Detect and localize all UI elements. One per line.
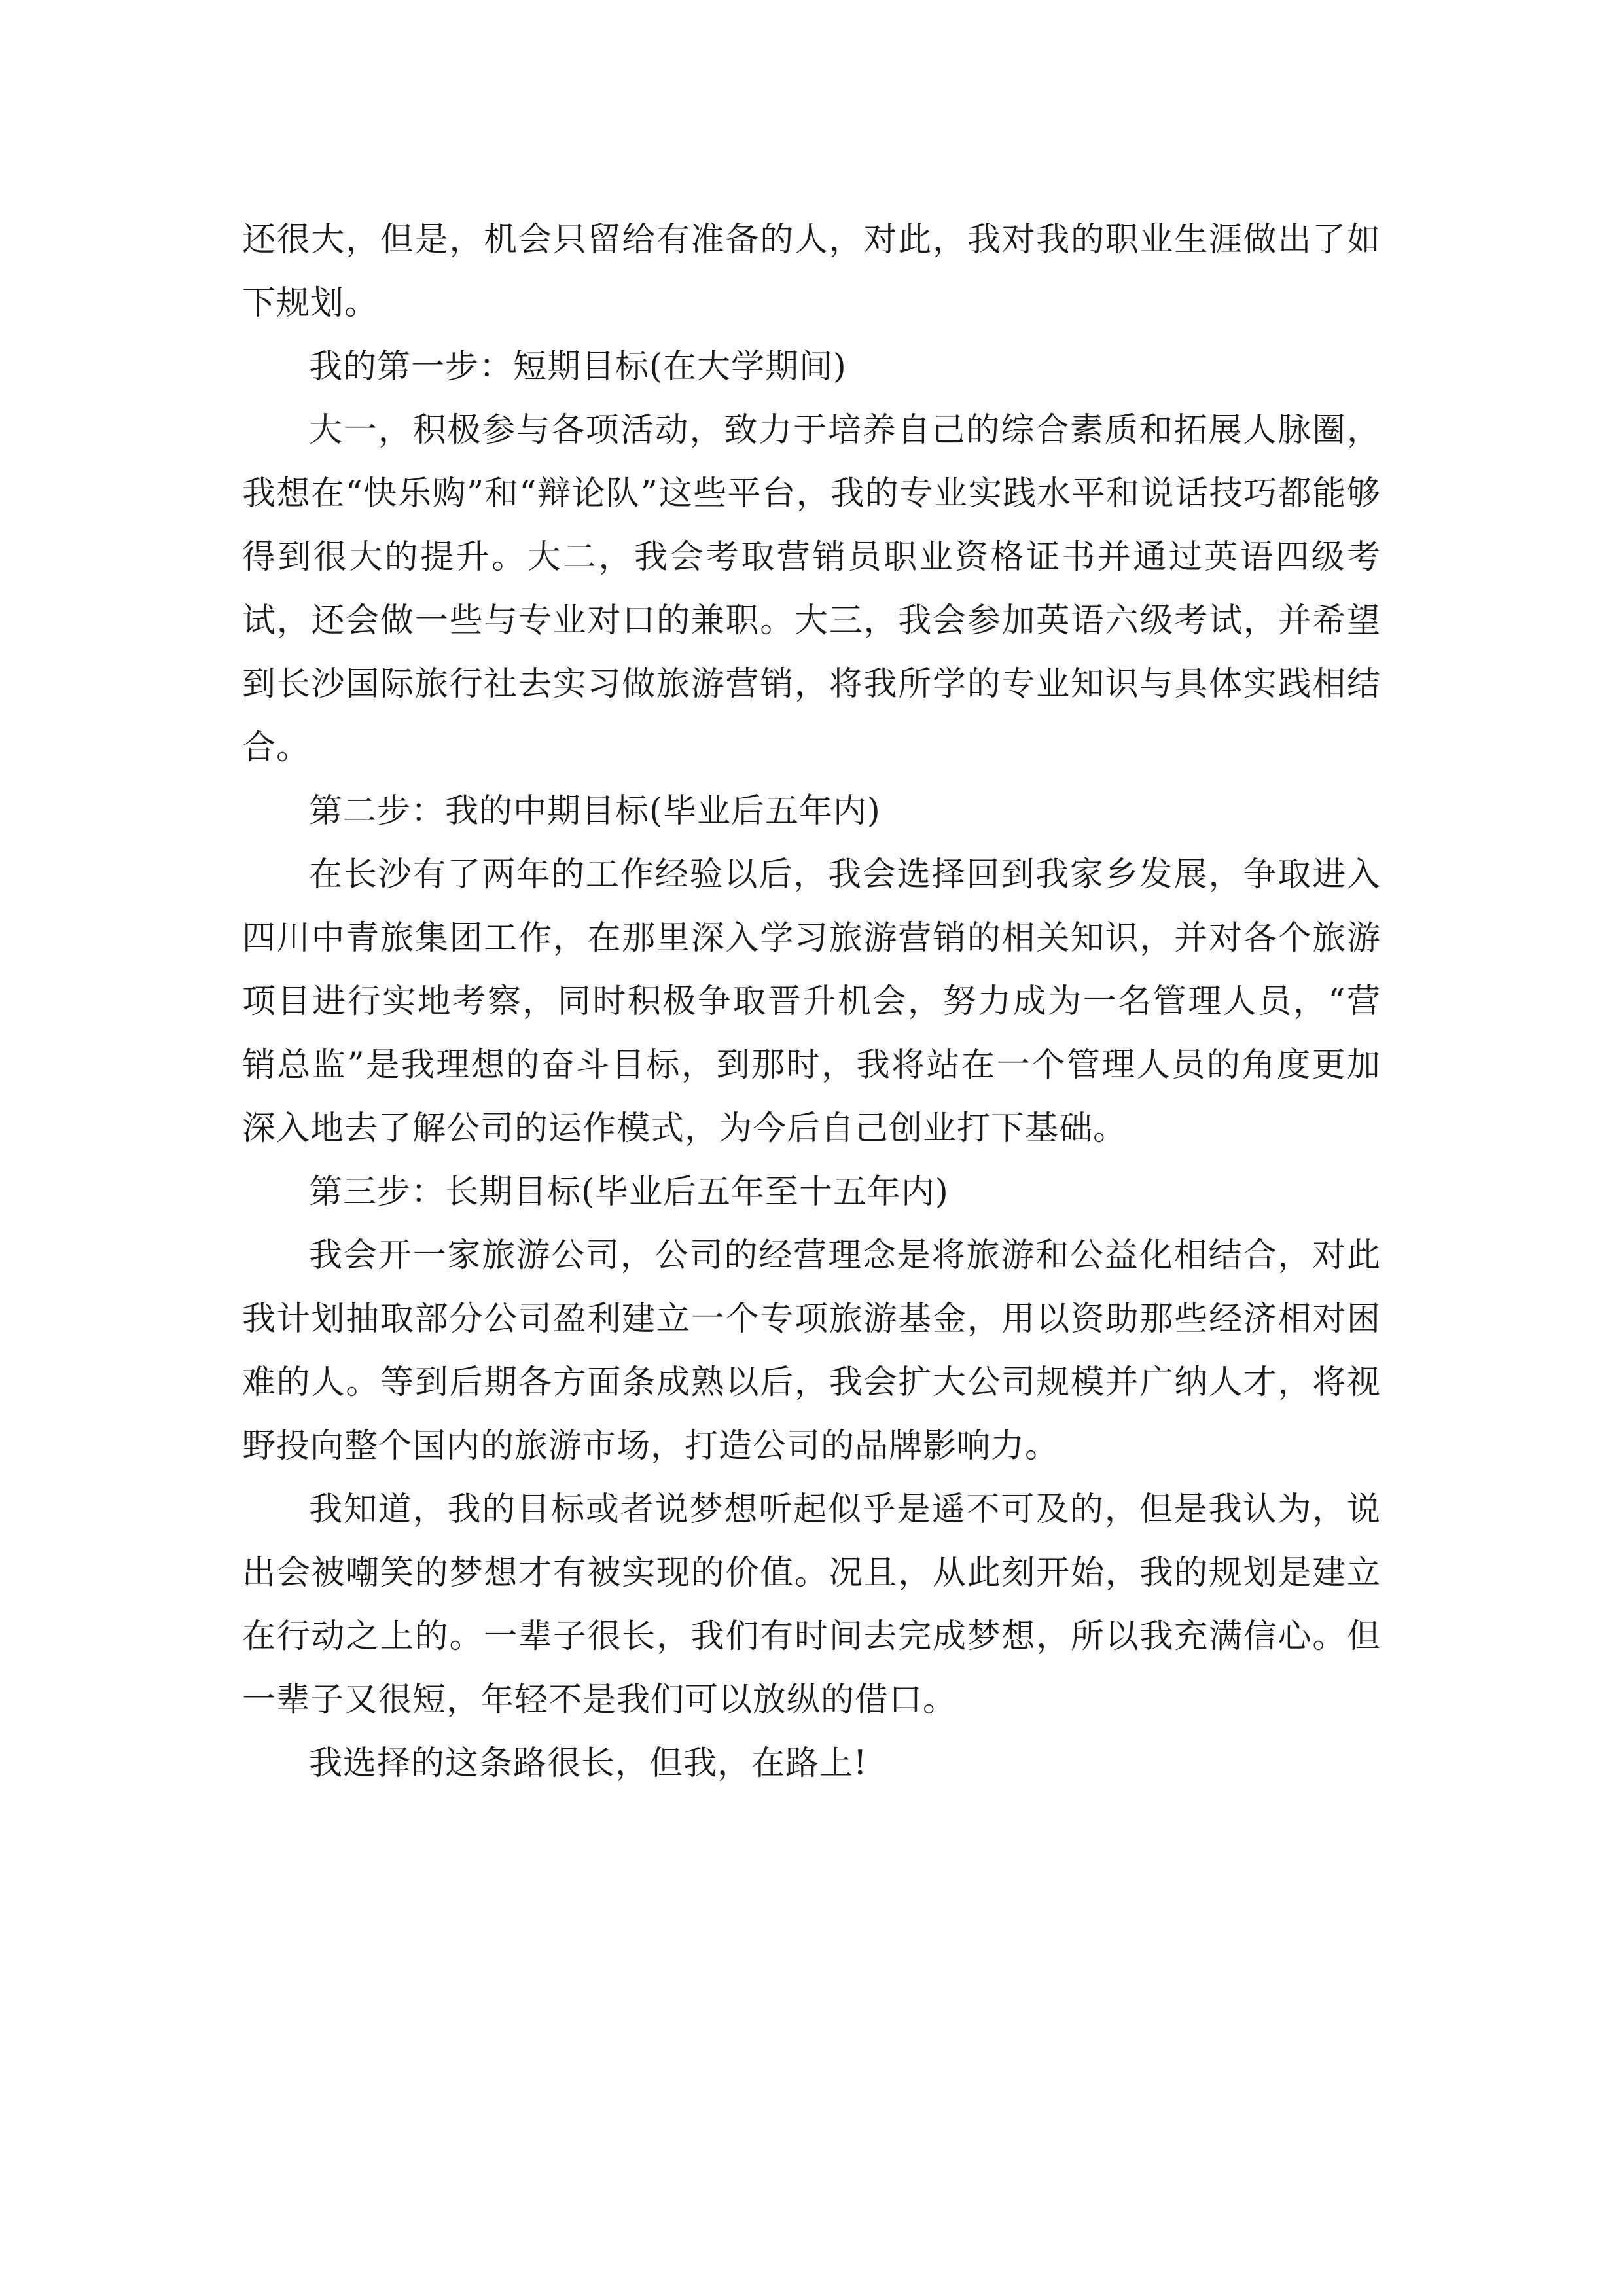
paragraph-6-heading-step-three: 第三步：长期目标(毕业后五年至十五年内) xyxy=(309,1173,949,1211)
paragraph-3: 大一，积极参与各项活动，致力于培养自己的综合素质和拓展人脉圈，我想在“快乐购”和“辩论队”这些平台，我的专业实践水平和说话技巧都能够得到很大的提升。大二，我会考取营销员职业资格证书并通过英语四级考试，还会做一些与专业对口的兼职。大三，我会参加英语六级考试，并希望到长沙国际旅行社去实习做旅游营销，将我所学的专业知识与具体实践相结合。 xyxy=(242,411,1381,767)
paragraph-9-closing: 我选择的这条路很长，但我，在路上! xyxy=(309,1744,868,1783)
paragraph-1: 还很大，但是，机会只留给有准备的人，对此，我对我的职业生涯做出了如下规划。 xyxy=(242,221,1381,323)
paragraph-2-heading-step-one: 我的第一步：短期目标(在大学期间) xyxy=(309,348,847,386)
paragraph-5: 在长沙有了两年的工作经验以后，我会选择回到我家乡发展，争取进入四川中青旅集团工作，在那里深入学习旅游营销的相关知识，并对各个旅游项目进行实地考察，同时积极争取晋升机会，努力成为一名管理人员，“营销总监”是我理想的奋斗目标，到那时，我将站在一个管理人员的角度更加深入地去了解公司的运作模式，为今后自己创业打下基础。 xyxy=(242,855,1381,1148)
paragraph-4-heading-step-two: 第二步：我的中期目标(毕业后五年内) xyxy=(309,792,881,831)
paragraph-7: 我会开一家旅游公司，公司的经营理念是将旅游和公益化相结合，对此我计划抽取部分公司盈利建立一个专项旅游基金，用以资助那些经济相对困难的人。等到后期各方面条成熟以后，我会扩大公司规模并广纳人才，将视野投向整个国内的旅游市场，打造公司的品牌影响力。 xyxy=(242,1236,1381,1465)
paragraph-8: 我知道，我的目标或者说梦想听起似乎是遥不可及的，但是我认为，说出会被嘲笑的梦想才有被实现的价值。况且，从此刻开始，我的规划是建立在行动之上的。一辈子很长，我们有时间去完成梦想，所以我充满信心。但一辈子又很短，年轻不是我们可以放纵的借口。 xyxy=(242,1490,1381,1719)
document-body xyxy=(242,208,1381,1795)
